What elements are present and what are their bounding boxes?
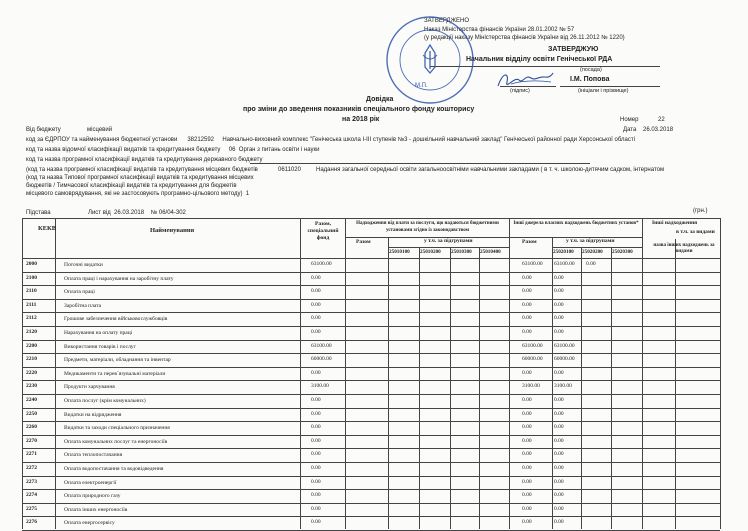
row-name: Предмети, матеріали, обладнання та інвентар [64,357,171,364]
header-group-own-sources: Інші джерела власних надходжень бюджетних установ* [513,221,639,226]
row-name: Оплата праці [64,289,95,296]
row-code: 2250 [26,410,37,417]
row-fund-total: 0.00 [311,465,321,471]
row-name: Використання товарів і послуг [64,343,136,350]
row-name: Видатки та заходи спеціального призначення [64,425,170,432]
approver-position: Начальник відділу освіти Генічеської РДА [466,56,613,63]
header-code-fees: 25010100 [389,249,410,255]
row-own-total: 3100.00 [522,383,540,390]
row-own-25020100: 63100.00 [554,342,575,349]
row-name: Оплата теплопостачання [64,452,123,459]
row-code: 2210 [26,356,37,363]
row-own-25020100: 0.00 [554,410,564,417]
row-code: 2111 [26,301,37,308]
row-code: 2270 [26,437,37,444]
row-own-25020100: 0.00 [554,451,564,458]
official-seal-icon [385,15,475,105]
number-label: Номер [620,117,639,123]
local-program-line1: (код та назва програмної класифікації видатків та кредитування місцевих бюджетів [26,167,258,173]
approver-name: І.М. Попова [570,76,610,83]
row-own-25020100: 0.00 [554,465,564,471]
row-fund-total: 60000.00 [311,356,332,363]
row-code: 2112 [26,315,37,322]
row-own-25020100: 0.00 [554,329,564,335]
header-code-fees: 25010300 [451,249,472,255]
row-own-25020100: 0.00 [554,397,564,403]
row-code: 2100 [26,274,37,281]
row-own-total: 0.00 [522,329,532,335]
header-incl-own: у т.ч. за підгрупами [566,238,615,244]
row-code: 2110 [26,288,37,295]
row-code: 2240 [26,397,37,403]
row-own-total: 0.00 [522,437,532,444]
row-name: Медикаменти та перев`язувальні матеріали [64,370,166,377]
row-own-25020100: 0.00 [554,478,564,485]
row-code: 2000 [26,261,37,267]
row-fund-total: 63100.00 [311,261,332,267]
document-year: на 2018 рік [342,116,380,123]
row-own-25020100: 60000.00 [554,356,575,363]
row-fund-total: 3100.00 [311,383,329,390]
row-own-total: 0.00 [522,288,532,295]
row-code: 2274 [26,492,37,499]
basis-label: Підстава [26,210,51,216]
row-fund-total: 0.00 [311,492,321,499]
header-code-fees: 25010200 [420,249,441,255]
row-own-total: 0.00 [522,410,532,417]
row-own-25020100: 0.00 [554,505,564,512]
row-fund-total: 0.00 [311,329,321,335]
row-name: Оплата комунальних послуг та енергоносіїв [64,438,168,445]
row-own-total: 63100.00 [522,261,543,267]
header-kekv: КЕКВ [38,225,57,232]
row-own-25020100: 0.00 [554,301,564,308]
row-code: 2230 [26,383,37,390]
row-code: 2276 [26,519,37,526]
seal-mp: М.П. [415,83,428,89]
header-group-fees: Надходження від плати за послуги, що надаються бюджетними установами згідно із законодавством [356,221,499,233]
row-fund-total: 0.00 [311,424,321,431]
row-own-total: 0.00 [522,478,532,485]
local-program-line3: бюджетів / Тимчасової класифікації видатків та кредитування для бюджетів [26,183,237,189]
header-total-own: Разом [522,239,537,245]
row-own-total: 0.00 [522,492,532,499]
row-own-25020100: 3100.00 [554,383,572,390]
header-fund: Разом, спеціальний фонд [307,221,339,241]
header-code-own: 25020100 [553,249,574,255]
currency-unit: (грн.) [693,208,708,214]
row-code: 2272 [26,465,37,471]
row-own-25020100: 0.00 [554,492,564,499]
header-incl-fees: у т.ч. за підгрупами [424,238,473,244]
local-program-text: Надання загальної середньої освіти загальноосвітніми навчальними закладами ( в т. ч. школою-дитячим садком, інтернатом [316,167,665,173]
program-code-line: код та назва програмної класифікації видатків та кредитування державного бюджету [26,157,263,163]
row-own-total: 0.00 [522,397,532,403]
row-name: Грошове забезпечення військовослужбовців [64,316,168,323]
document-subtitle: про зміни до зведення показників спеціального фонду кошторису [243,106,475,113]
row-fund-total: 0.00 [311,274,321,281]
number-value: 22 [658,117,665,123]
row-code: 2275 [26,505,37,512]
approval-line3: (у редакції наказу Міністерства фінансів України від 26.11.2012 № 1220) [424,35,625,41]
row-own-25020100: 0.00 [554,369,564,376]
row-own-total: 0.00 [522,451,532,458]
row-own-total: 0.00 [522,369,532,376]
basis-text: Лист від 26.03.2018 № 06/04-302 [88,210,186,216]
row-name: Видатки на відрядження [64,411,122,418]
row-own-25020100: 0.00 [554,424,564,431]
row-code: 2220 [26,369,37,376]
row-own-total: 60000.00 [522,356,543,363]
row-own-25020100: 0.00 [554,315,564,322]
row-name: Оплата послуг (крім комунальних) [64,398,146,404]
row-own-25020100: 0.00 [554,437,564,444]
header-name: Найменування [150,227,195,234]
signature-icon [495,68,555,92]
signature-caption: (підпис) [510,88,530,94]
row-fund-total: 0.00 [311,437,321,444]
row-name: Заробітна плата [64,302,102,309]
row-own-25020100: 63100.00 [554,261,575,267]
row-own-25020200: 0.00 [586,261,596,267]
row-fund-total: 0.00 [311,301,321,308]
row-own-total: 0.00 [522,424,532,431]
row-code: 2120 [26,329,37,335]
row-fund-total: 63100.00 [311,342,332,349]
approve-heading: ЗАТВЕРДЖУЮ [548,46,599,53]
row-own-total: 0.00 [522,315,532,322]
budget-label: Від бюджету [26,127,61,133]
header-incl-other: в т.ч. за видами [676,229,715,235]
row-fund-total: 0.00 [311,451,321,458]
row-name: Оплата електроенергії [64,479,117,486]
row-fund-total: 0.00 [311,369,321,376]
row-fund-total: 0.00 [311,410,321,417]
local-program-line4: місцевого самоврядування, які не застосовують програмно-цільового методу) 1 [26,191,250,197]
position-caption: (посада) [580,67,602,73]
row-own-total: 0.00 [522,505,532,512]
row-name: Оплата інших енергоносіїв [64,506,128,513]
header-code-own: 25020300 [612,249,633,255]
row-name: Продукти харчування [64,384,115,391]
row-name: Нарахування на оплату праці [64,330,133,336]
document-title: Довідка [366,96,394,103]
header-group-other: Інші надходження [652,220,698,226]
row-own-total: 63100.00 [522,342,543,349]
local-program-code: 0611020 [278,167,301,173]
row-code: 2260 [26,424,37,431]
row-name: Оплата праці і нарахування на заробітну плату [64,275,174,282]
approval-line2: Наказ Міністерства фінансів України 28.01.2002 № 57 [424,27,575,33]
row-own-25020100: 0.00 [554,274,564,281]
header-total-fees: Разом [356,239,371,245]
budget-value: місцевий [87,127,113,133]
row-own-total: 0.00 [522,465,532,471]
row-fund-total: 0.00 [311,397,321,403]
row-code: 2273 [26,478,37,485]
date-value: 26.03.2018 [643,127,674,133]
row-code: 2200 [26,342,37,349]
row-own-25020100: 0.00 [554,288,564,295]
header-other-kinds: назва інших надходжень за видами [653,243,715,254]
row-name: Оплата водопостачання та водовідведення [64,466,164,472]
row-own-total: 0.00 [522,274,532,281]
row-fund-total: 0.00 [311,288,321,295]
row-own-25020100: 0.00 [554,519,564,526]
date-label: Дата [623,127,637,133]
row-name: Оплата енергосервісу [64,520,115,527]
local-program-line2: (код та назва Типової програмної класифікації видатків та кредитування місцевих [26,175,254,181]
row-fund-total: 0.00 [311,478,321,485]
approval-line1: ЗАТВЕРДЖЕНО [424,18,470,24]
row-fund-total: 0.00 [311,315,321,322]
edrpou-line: код за ЄДРПОУ та найменування бюджетної установи 38212592 Навчально-виховний комплекс "Генічеська школа І-ІІІ ступенів №3 - дошкільний навчальний заклад" Генічеської районної ради Херсонської області [26,137,635,143]
row-fund-total: 0.00 [311,519,321,526]
row-own-total: 0.00 [522,519,532,526]
header-code-own: 25020200 [582,249,603,255]
row-fund-total: 0.00 [311,505,321,512]
row-name: Поточні видатки [64,262,103,268]
departmental-code-line: код та назва відомчої класифікації видатків та кредитування бюджету 06 Орган з питань освіти і науки [26,147,320,153]
initials-caption: (ініціали і прізвище) [578,88,629,94]
row-name: Оплата природного газу [64,493,121,500]
header-code-fees: 25010400 [480,249,501,255]
row-code: 2271 [26,451,37,458]
row-own-total: 0.00 [522,301,532,308]
